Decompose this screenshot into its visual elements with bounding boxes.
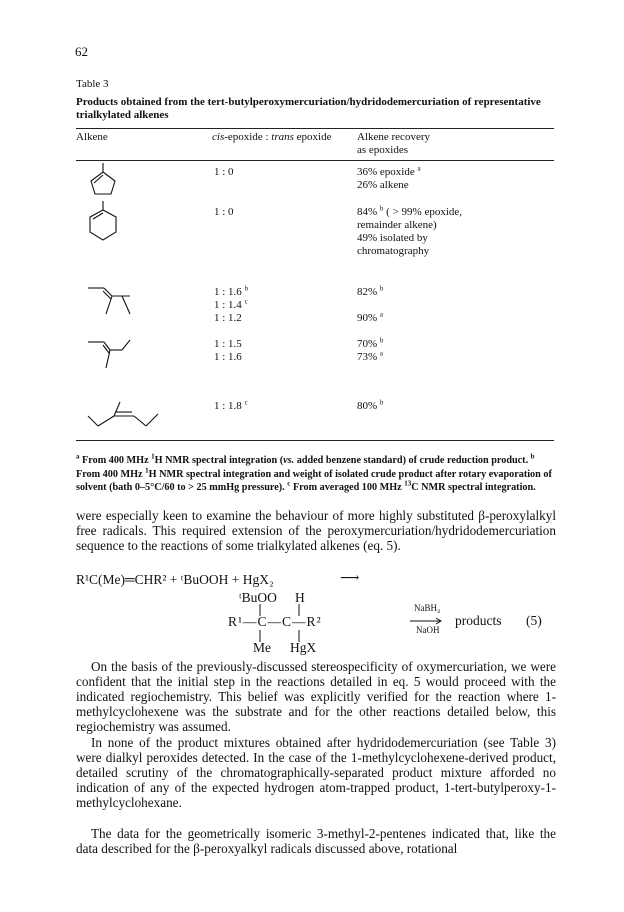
table-label: Table 3 bbox=[76, 78, 109, 90]
equation-bottom-left: Me bbox=[253, 640, 271, 655]
ratio-row4: 1 : 1.5 1 : 1.6 bbox=[214, 338, 242, 363]
recovery-row2: 84% $^b$ ( > 99% epoxide, remainder alkene) 49% isolated by chromatography bbox=[357, 204, 463, 257]
table-bottom-rule bbox=[76, 440, 554, 441]
paragraph-1: were especially keen to examine the behaviour of more highly substituted β-peroxylalkyl free radicals. This required extension of the peroxymercuriation/hydridodemercuriation sequence to the reactions of some trialkylated alkenes (eq. 5). bbox=[76, 508, 556, 553]
equation-middle: R¹—C—C—R² bbox=[228, 614, 322, 629]
recovery-row1: 36% epoxide $^a$ 26% alkene bbox=[357, 164, 421, 191]
recovery-row5: 80% $^b$ bbox=[357, 398, 384, 412]
methylcyclopentene-structure bbox=[86, 162, 120, 196]
equation-number: (5) bbox=[526, 613, 542, 628]
paragraph-2: On the basis of the previously-discussed stereospecificity of oxymercuriation, we were confident that the initial step in the reactions detailed in eq. 5 would proceed with the indicated regiochemistry. This belief was explicitly verified for the reaction where 1-methylcyclohexene was the substrate and for the other reactions detailed below, this regiochemistry was assumed. bbox=[76, 659, 556, 734]
trisubstituted-alkene-3-structure bbox=[86, 392, 162, 434]
table-footnote: $^a$ From 400 MHz $^1$H NMR spectral integration (vs. added benzene standard) of crude reduction product. $^b$ From 400 MHz $^1$H NMR spectral integration and weight of isolated crude product after rotary evaporation of solvent (bath 0–5°C/60 to > 25 mmHg pressure). $^c$ From averaged 100 MHz $^{13}$C NMR spectral integration. bbox=[76, 452, 552, 493]
ratio-row5: 1 : 1.8 $^c$ bbox=[214, 398, 248, 412]
table-header-rule bbox=[76, 160, 554, 161]
ratio-row2: 1 : 0 bbox=[214, 206, 234, 218]
ratio-row1: 1 : 0 bbox=[214, 166, 234, 178]
trisubstituted-alkene-2-structure bbox=[86, 334, 132, 370]
table-caption: Products obtained from the tert-butylperoxymercuriation/hydridodemercuriation of representative trialkylated alkenes bbox=[76, 96, 541, 121]
trisubstituted-alkene-1-structure bbox=[86, 280, 132, 316]
ratio-row3: 1 : 1.6 $^b$ 1 : 1.4 $^c$ 1 : 1.2 bbox=[214, 284, 249, 324]
table-top-rule bbox=[76, 128, 554, 129]
recovery-row3: 82% $^b$ 90% $^a$ bbox=[357, 284, 384, 324]
paragraph-4: The data for the geometrically isomeric 3-methyl-2-pentenes indicated that, like the data described for the β-peroxyalkyl radicals discussed above, rotational bbox=[76, 826, 556, 856]
methylcyclohexene-structure bbox=[86, 200, 120, 242]
page-number: 62 bbox=[75, 44, 88, 59]
paragraph-3: In none of the product mixtures obtained after hydridodemercuriation (see Table 3) were dialkyl peroxides detected. In the case of the 1-methylcyclohexene-derived product, detailed scrutiny of the chromatographically-separated product mixture afforded no indication of any of the expected hydrogen atom-trapped product, 1-tert-butylperoxy-1-methylcyclohexane. bbox=[76, 735, 556, 810]
equation-bottom-right: HgX bbox=[290, 640, 317, 655]
header-ratio: cis-epoxide : trans epoxide bbox=[212, 131, 332, 143]
recovery-row4: 70% $^b$ 73% $^a$ bbox=[357, 336, 384, 363]
equation-reactants: R¹C(Me)═CHR² + ᵗBuOOH + HgX₂ bbox=[76, 572, 274, 587]
header-recovery: Alkene recovery as epoxides bbox=[357, 131, 430, 156]
equation-products: products bbox=[455, 613, 502, 628]
equation-reagent-bottom: NaOH bbox=[416, 625, 440, 635]
header-alkene: Alkene bbox=[76, 131, 108, 143]
equation-reagent-top: NaBH₄ bbox=[414, 603, 441, 613]
equation-top-right: H bbox=[295, 590, 305, 605]
equation-reagent-arrow bbox=[410, 617, 444, 625]
equation-top-left: ᵗBuOO bbox=[239, 590, 277, 605]
equation-arrow: ⟶ bbox=[340, 570, 360, 585]
